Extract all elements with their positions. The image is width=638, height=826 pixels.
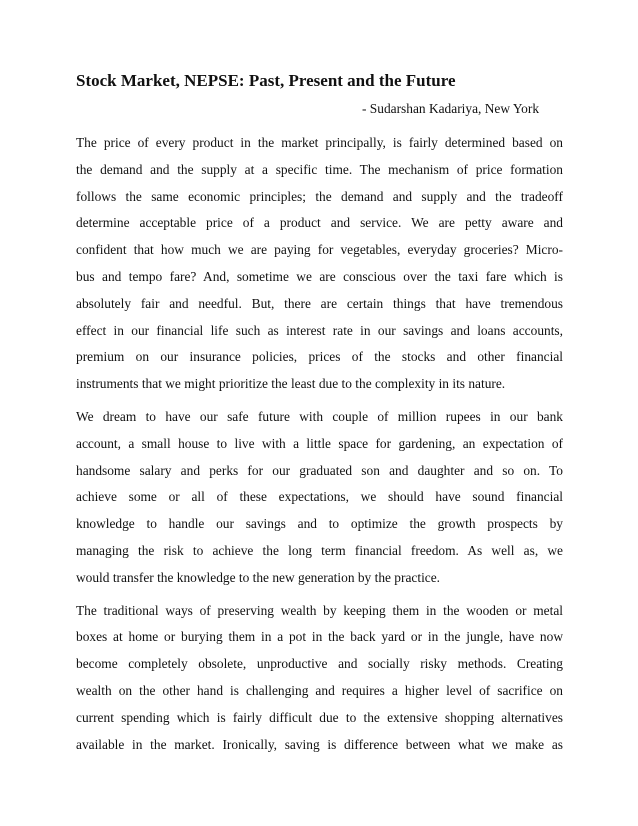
paragraph-line: available in the market. Ironically, saving is difference between what we make as <box>76 736 563 752</box>
paragraph-line: instruments that we might prioritize the least due to the complexity in its nature. <box>76 376 506 392</box>
paragraph-line: We dream to have our safe future with couple of million rupees in our bank <box>76 408 563 424</box>
paragraph-line: achieve some or all of these expectations, we should have sound financial <box>76 489 563 505</box>
paragraph-line: determine acceptable price of a product and service. We are petty aware and <box>76 215 563 231</box>
paragraph-line: follows the same economic principles; the demand and supply and the tradeoff <box>76 188 563 204</box>
document-page <box>76 70 563 758</box>
paragraph-line: The traditional ways of preserving wealth by keeping them in the wooden or metal <box>76 602 563 618</box>
paragraph-3 <box>76 598 563 759</box>
paragraph-line: wealth on the other hand is challenging and requires a higher level of sacrifice on <box>76 682 563 698</box>
paragraph-line: boxes at home or burying them in a pot in the back yard or in the jungle, have now <box>76 629 563 645</box>
paragraph-line: managing the risk to achieve the long term financial freedom. As well as, we <box>76 542 563 558</box>
paragraph-line: premium on our insurance policies, prices of the stocks and other financial <box>76 349 563 365</box>
paragraph-line: current spending which is fairly difficult due to the extensive shopping alternatives <box>76 709 563 725</box>
paragraph-line: account, a small house to live with a little space for gardening, an expectation of <box>76 435 563 451</box>
paragraph-1 <box>76 130 563 398</box>
paragraph-line: The price of every product in the market principally, is fairly determined based on <box>76 135 563 150</box>
paragraph-line: bus and tempo fare? And, sometime we are conscious over the taxi fare which is <box>76 268 563 284</box>
paragraph-line: absolutely fair and needful. But, there are certain things that have tremendous <box>76 295 563 311</box>
paragraph-line: the demand and the supply at a specific time. The mechanism of price formation <box>76 161 563 177</box>
document-title: Stock Market, NEPSE: Past, Present and the Future <box>76 71 456 90</box>
paragraph-line: handsome salary and perks for our graduated son and daughter and so on. To <box>76 462 563 478</box>
paragraph-line: knowledge to handle our savings and to optimize the growth prospects by <box>76 516 563 532</box>
paragraph-line: confident that how much we are paying for vegetables, everyday groceries? Micro- <box>76 242 563 258</box>
paragraph-2 <box>76 404 563 592</box>
paragraph-line: become completely obsolete, unproductive and socially risky methods. Creating <box>76 656 563 672</box>
author-byline: - Sudarshan Kadariya, New York <box>362 101 540 116</box>
paragraph-line: would transfer the knowledge to the new generation by the practice. <box>76 569 441 585</box>
paragraph-line: effect in our financial life such as interest rate in our savings and loans accounts, <box>76 322 563 338</box>
